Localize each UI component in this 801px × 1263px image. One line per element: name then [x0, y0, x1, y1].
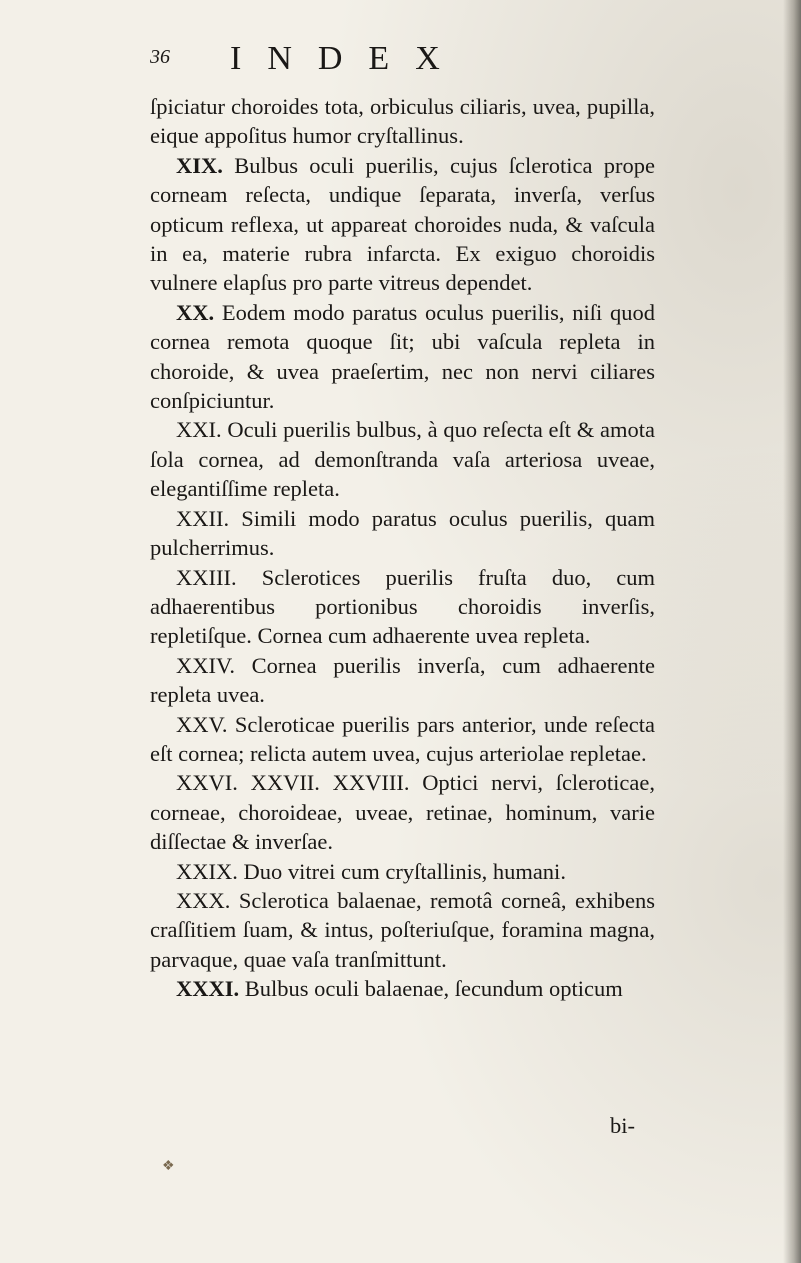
entry-text: Duo vitrei cum cryſtallinis, humani.: [243, 858, 566, 884]
entry-text: Bulbus oculi puerilis, cujus ſclerotica prope corneam reſecta, undique ſeparata, inverſa, verſus opticum reflexa, ut appareat choroides nuda, & vaſcula in ea, materie rubra infarcta. Ex exiguo choroidis vulnere elapſus pro parte vitreus dependet.: [150, 152, 655, 296]
index-entry: [150, 563, 655, 651]
index-entry: [150, 504, 655, 563]
running-head: INDEX: [230, 40, 466, 77]
entry-text: Optici nervi, ſcleroticae, corneae, choroideae, uveae, retinae, hominum, varie diſſectae & inverſae.: [150, 770, 655, 855]
entry-number: XXXI.: [176, 976, 240, 1002]
index-entry: [150, 974, 655, 1003]
entry-number: XIX.: [176, 152, 223, 178]
entry-text: ſpiciatur choroides tota, orbiculus ciliaris, uvea, pupilla, eique appoſitus humor cryſtallinus.: [150, 94, 655, 149]
index-entry: [150, 298, 655, 416]
entry-number: XXIX.: [176, 858, 238, 884]
index-entry: [150, 857, 655, 886]
index-text: [150, 92, 655, 1004]
entry-number: XX.: [176, 299, 215, 325]
catchword: bi-: [610, 1113, 635, 1138]
entry-number: XXIV.: [176, 652, 235, 678]
entry-text: Cornea puerilis inverſa, cum adhaerente repleta uvea.: [150, 652, 655, 708]
entry-text: Scleroticae puerilis pars anterior, unde reſecta eſt cornea; relicta autem uvea, cujus arteriolae repletae.: [150, 711, 656, 766]
entry-text: Eodem modo paratus oculus puerilis, niſi quod cornea remota quoque ſit; ubi vaſcula repleta in choroide, & uvea praeſertim, nec non nervi ciliares conſpiciuntur.: [150, 299, 656, 414]
entry-text: Bulbus oculi balaenae, ſecundum opticum: [244, 976, 623, 1002]
entry-number: XXV.: [176, 711, 228, 737]
entry-number: XXIII.: [176, 564, 237, 590]
entry-number: XXX.: [176, 887, 231, 913]
page-edge-shadow: [783, 0, 801, 1263]
entry-number: XXVI. XXVII. XXVIII.: [176, 770, 410, 796]
entry-number: XXI.: [176, 417, 222, 443]
index-entry: [150, 151, 655, 298]
index-entry: [150, 92, 655, 151]
entry-number: XXII.: [176, 505, 230, 531]
page-header: [150, 40, 650, 84]
index-entry: [150, 651, 655, 710]
index-entry: [150, 768, 655, 856]
index-entry: [150, 710, 655, 769]
entry-text: Sclerotices puerilis fruſta duo, cum adhaerentibus portionibus choroidis inverſis, repletiſque. Cornea cum adhaerente uvea repleta.: [150, 564, 656, 649]
entry-text: Oculi puerilis bulbus, à quo reſecta eſt & amota ſola cornea, ad demonſtranda vaſa arteriosa uveae, elegantiſſime repleta.: [150, 417, 655, 502]
entry-text: Sclerotica balaenae, remotâ corneâ, exhibens craſſitiem ſuam, & intus, poſteriuſque, foramina magna, parvaque, quae vaſa tranſmittunt.: [150, 887, 655, 972]
entry-text: Simili modo paratus oculus puerilis, quam pulcherrimus.: [150, 505, 656, 561]
page-number: 36: [150, 46, 170, 68]
index-entry: [150, 886, 655, 974]
index-entry: [150, 415, 655, 503]
ornament-icon: ❖: [162, 1159, 175, 1174]
